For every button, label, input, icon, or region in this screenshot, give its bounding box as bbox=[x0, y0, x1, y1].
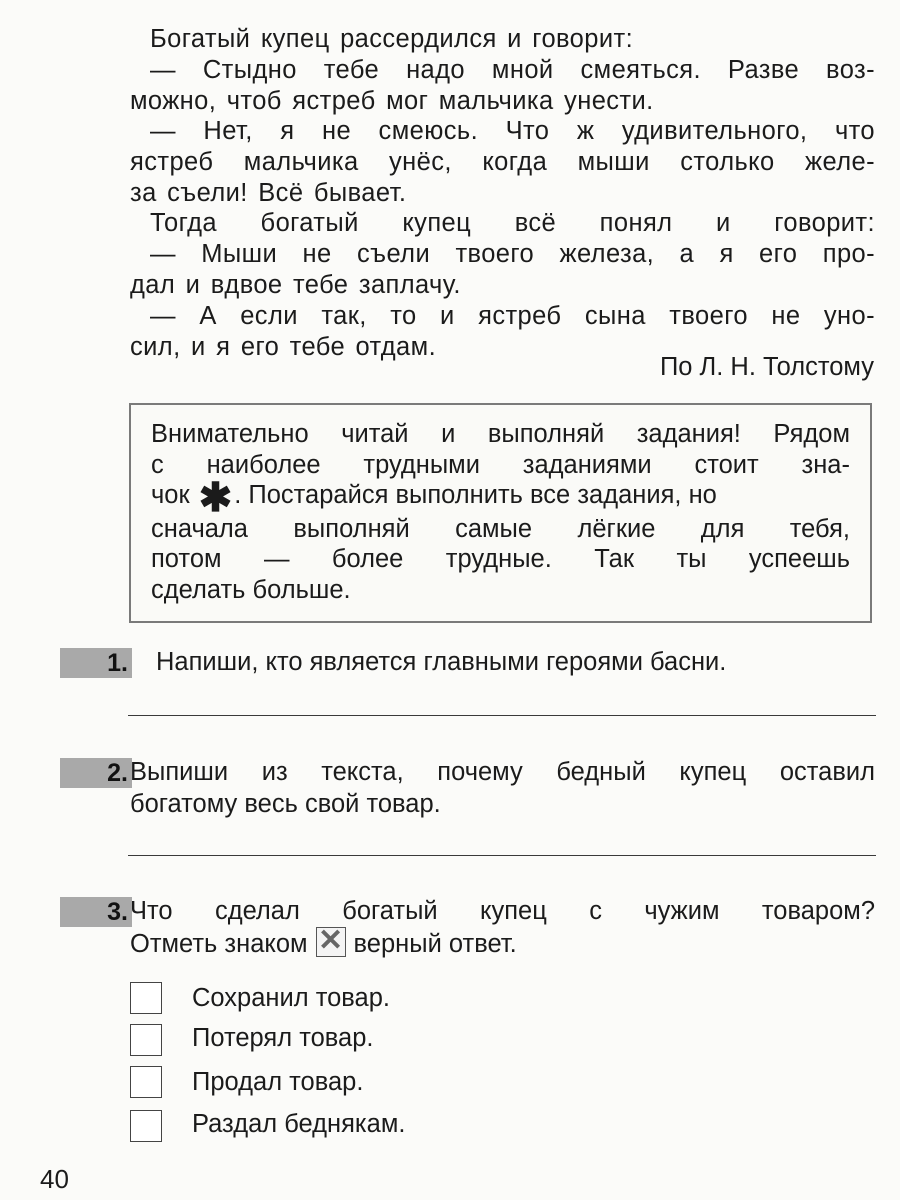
instructions-text bbox=[151, 419, 850, 605]
option-label: Продал товар. bbox=[192, 1068, 364, 1096]
instructions-box bbox=[129, 403, 872, 623]
story-line: — Стыдно тебе надо мной смеяться. Разве воз- bbox=[150, 56, 875, 84]
story-paragraph bbox=[130, 147, 875, 208]
task-question bbox=[130, 756, 875, 820]
story-attribution: По Л. Н. Толстому bbox=[659, 353, 874, 381]
task-question: Напиши, кто является главными героями басни. bbox=[156, 648, 727, 676]
option-checkbox[interactable] bbox=[130, 1066, 162, 1098]
option-label: Потерял товар. bbox=[192, 1024, 374, 1052]
story-line: сил, и я его тебе отдам. bbox=[130, 333, 437, 361]
story-line: дал и вдвое тебе заплачу. bbox=[130, 271, 461, 299]
option-label: Сохранил товар. bbox=[192, 984, 390, 1012]
story-paragraph bbox=[150, 55, 875, 86]
story-paragraph bbox=[130, 270, 875, 301]
instructions-line: с наиболее трудными заданиями стоит зна- bbox=[151, 450, 850, 479]
task-instruction-start: Отметь знаком bbox=[130, 930, 308, 958]
instructions-line-end: . Постарайся выполнить все задания, но bbox=[234, 481, 717, 509]
task-question-line: Выпиши из текста, почему бедный купец оставил bbox=[130, 758, 875, 786]
task-instruction-end: верный ответ. bbox=[353, 930, 517, 958]
story-paragraph bbox=[150, 116, 875, 147]
instructions-line bbox=[151, 476, 850, 520]
story-line: — А если так, то и ястреб сына твоего не уно- bbox=[150, 302, 875, 330]
task-question-line: Что сделал богатый купец с чужим товаром? bbox=[130, 897, 875, 925]
story-paragraph bbox=[150, 24, 875, 55]
star-icon: ✱ bbox=[198, 476, 233, 520]
story-line: — Нет, я не смеюсь. Что ж удивительного, что bbox=[150, 117, 875, 145]
instructions-line: Внимательно читай и выполняй задания! Рядом bbox=[151, 420, 850, 448]
story-line: Богатый купец рассердился и говорит: bbox=[150, 25, 634, 53]
story-line: за съели! Всё бывает. bbox=[130, 178, 407, 207]
option-checkbox[interactable] bbox=[130, 1110, 162, 1142]
task-question-line bbox=[130, 924, 875, 960]
story-paragraph bbox=[130, 86, 875, 117]
instructions-line: сначала выполняй самые лёгкие для тебя, bbox=[151, 514, 850, 543]
instructions-line: сделать больше. bbox=[151, 575, 351, 604]
story-line: — Мыши не съели твоего железа, а я его про- bbox=[150, 240, 875, 268]
cross-mark-icon bbox=[316, 924, 346, 957]
story-line: можно, чтоб ястреб мог мальчика унести. bbox=[130, 87, 654, 115]
answer-line[interactable] bbox=[128, 855, 876, 856]
option-checkbox[interactable] bbox=[130, 982, 162, 1014]
task-number-badge: 3. bbox=[60, 897, 132, 927]
option-label: Раздал беднякам. bbox=[192, 1110, 406, 1138]
story-line: ястреб мальчика унёс, когда мыши столько желе- bbox=[130, 148, 875, 176]
instructions-line: потом — более трудные. Так ты успеешь bbox=[151, 545, 850, 573]
task-number-badge: 2. bbox=[60, 758, 132, 788]
page-number: 40 bbox=[40, 1164, 69, 1194]
cross-mark-glyph: ✕ bbox=[317, 924, 344, 957]
story-line: Тогда богатый купец всё понял и говорит: bbox=[150, 209, 875, 237]
option-checkbox[interactable] bbox=[130, 1024, 162, 1056]
task-question bbox=[130, 895, 875, 960]
story-paragraph bbox=[150, 208, 875, 239]
story-paragraph bbox=[150, 301, 875, 332]
answer-line[interactable] bbox=[128, 715, 876, 716]
task-number-badge: 1. bbox=[60, 648, 132, 678]
instructions-line-start: чок bbox=[151, 481, 190, 509]
task-question-line: богатому весь свой товар. bbox=[130, 790, 441, 818]
story-paragraph bbox=[150, 239, 875, 270]
